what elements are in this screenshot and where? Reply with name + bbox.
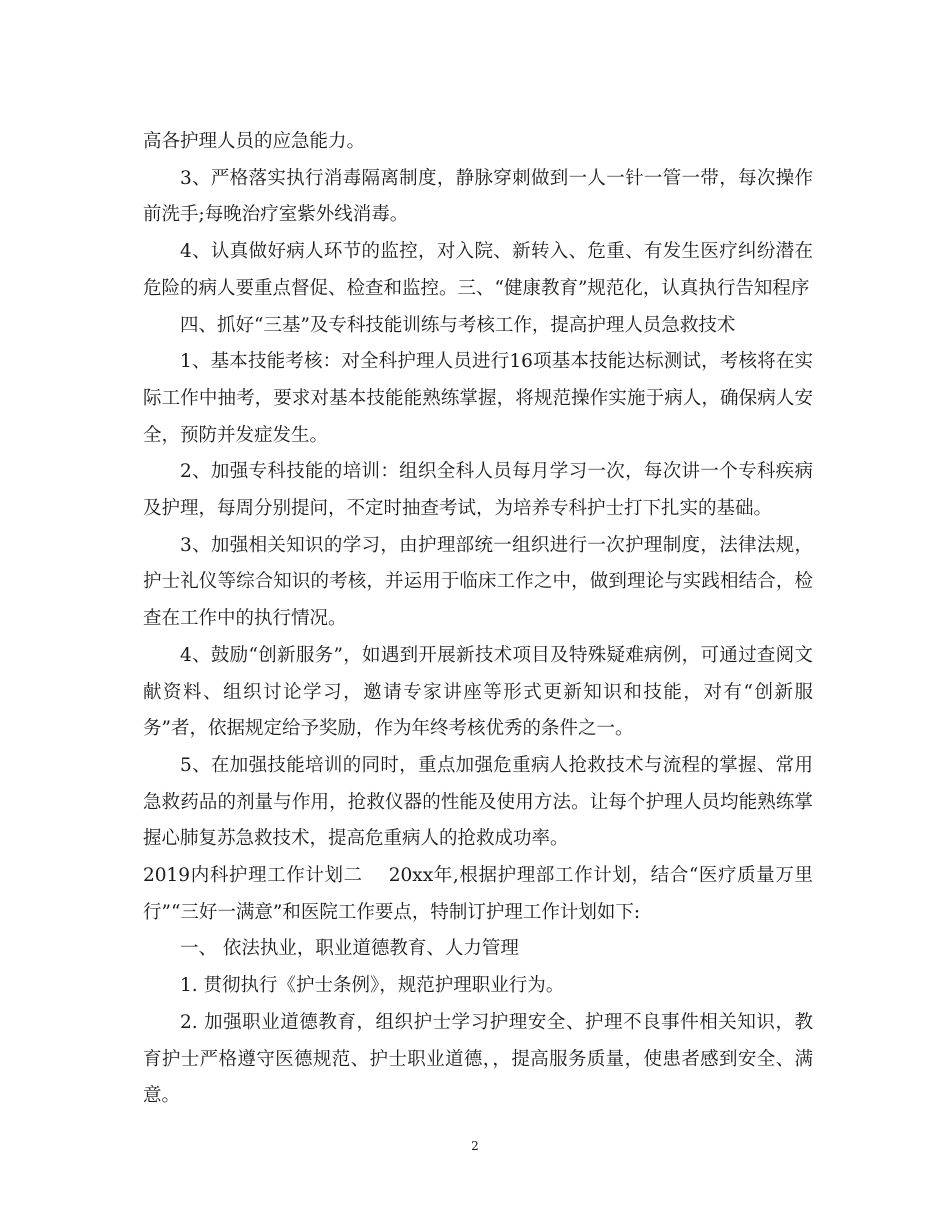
paragraph-2: 4、认真做好病人环节的监控，对入院、新转入、危重、有发生医疗纠纷潜在危险的病人要重点督促、检查和监控。三、“健康教育”规范化，认真执行告知程序 (143, 241, 813, 299)
paragraph-8: 5、在加强技能培训的同时，重点加强危重病人抢救技术与流程的掌握、常用急救药品的剂量与作用，抢救仪器的性能及使用方法。让每个护理人员均能熟练掌握心肺复苏急救技术，提高危重病人的抢救成功率。 (143, 754, 813, 850)
paragraph-10: 一、 依法执业，职业道德教育、人力管理 (180, 938, 519, 960)
paragraph-9: 2019内科护理工作计划二 20xx年,根据护理部工作计划，结合“医疗质量万里行”“三好一满意”和医院工作要点，特制订护理工作计划如下: (143, 865, 813, 923)
page-number: 2 (471, 1139, 479, 1153)
paragraph-5: 2、加强专科技能的培训：组织全科人员每月学习一次，每次讲一个专科疾病及护理，每周分别提问，不定时抽查考试，为培养专科护士打下扎实的基础。 (143, 461, 813, 520)
paragraph-11: 1. 贯彻执行《护士条例》，规范护理职业行为。 (180, 975, 565, 997)
document-body (143, 124, 813, 1115)
paragraph-7: 4、鼓励“创新服务”，如遇到开展新技术项目及特殊疑难病例，可通过查阅文献资料、组织讨论学习，邀请专家讲座等形式更新知识和技能，对有“创新服务”者，依据规定给予奖励，作为年终考核优秀的条件之一。 (143, 644, 813, 740)
paragraph-1: 3、严格落实执行消毒隔离制度，静脉穿刺做到一人一针一管一带，每次操作前洗手;每晚治疗室紫外线消毒。 (143, 167, 813, 226)
paragraph-0: 高各护理人员的应急能力。 (143, 131, 366, 152)
paragraph-12: 2. 加强职业道德教育，组织护士学习护理安全、护理不良事件相关知识，教育护士严格遵守医德规范、护士职业道德，，提高服务质量，使患者感到安全、满意。 (143, 1011, 813, 1107)
paragraph-3: 四、抓好“三基”及专科技能训练与考核工作，提高护理人员急救技术 (180, 314, 736, 336)
paragraph-6: 3、加强相关知识的学习，由护理部统一组织进行一次护理制度，法律法规，护士礼仪等综合知识的考核，并运用于临床工作之中，做到理论与实践相结合，检查在工作中的执行情况。 (143, 534, 813, 630)
paragraph-4: 1、基本技能考核：对全科护理人员进行16项基本技能达标测试，考核将在实际工作中抽考，要求对基本技能能熟练掌握，将规范操作实施于病人，确保病人安全，预防并发症发生。 (143, 351, 813, 446)
